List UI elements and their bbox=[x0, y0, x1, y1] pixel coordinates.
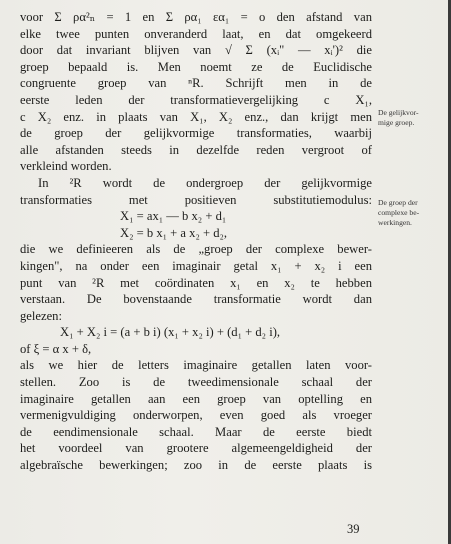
margin-note-complex-group bbox=[378, 198, 448, 228]
text-line-22: als we hier de letters imaginaire getallen laten voor- bbox=[20, 358, 372, 373]
body-text bbox=[20, 9, 372, 474]
page-number: 39 bbox=[347, 522, 360, 536]
text-line-4: groep bepaald is. Men noemt ze de Euclidische bbox=[20, 59, 372, 74]
text-line-5: congruente groep van ⁿR. Schrijft men in de bbox=[20, 76, 372, 91]
text-line-12: transformaties met positieven substitutiemodulus: bbox=[20, 192, 372, 207]
text-line-3: door dat invariant blijven van √ Σ (xᵢ" — xᵢ')² die bbox=[20, 43, 372, 58]
text-line-1: voor Σ ρα²ₙ = 1 en Σ ρα₁ εα₁ = o den afstand van bbox=[20, 10, 372, 24]
text-line-17: punt van ²R met coördinaten x₁ en x₂ te hebben bbox=[20, 275, 372, 290]
equation-line-2: X₂ = b x₁ + a x₂ + d₂, bbox=[120, 225, 228, 240]
text-line-18: verstaan. De bovenstaande transformatie wordt dan bbox=[20, 292, 372, 307]
text-line-16: kingen", na onder een imaginair getal x₁ + x₂ i een bbox=[20, 258, 372, 273]
margin-note-line: complexe be- bbox=[378, 208, 420, 217]
text-line-15: die we definieeren als de „groep der complexe bewer- bbox=[20, 242, 372, 257]
text-line-27: het voordeel van grootere algemeengeldigheid der bbox=[20, 441, 372, 456]
margin-note-line: De groep der bbox=[378, 198, 418, 207]
margin-note-similar-group bbox=[378, 108, 448, 128]
text-line-25: vermenigvuldiging onderworpen, even goed als vroeger bbox=[20, 408, 372, 423]
text-line-24: imaginaire getallen aan een groep van optelling en bbox=[20, 391, 372, 406]
text-line-26: de eendimensionale schaal. Maar de eerste biedt bbox=[20, 424, 372, 439]
text-line-23: stellen. Zoo is de tweedimensionale schaal der bbox=[20, 375, 372, 390]
text-line-7: c X₂ enz. in plaats van X₁, X₂ enz., dan krijgt men bbox=[20, 109, 372, 124]
margin-note-line: mige groep. bbox=[378, 118, 415, 127]
text-line-8: de groep der gelijkvormige transformaties, waarbij bbox=[20, 126, 372, 141]
text-line-11: In ²R wordt de ondergroep der gelijkvormige bbox=[38, 175, 372, 190]
text-line-6: eerste leden der transformatievergelijking c X₁, bbox=[20, 92, 372, 107]
margin-note-line: De gelijkvor- bbox=[378, 108, 419, 117]
text-line-2: elke twee punten onveranderd laat, en dat omgekeerd bbox=[20, 26, 372, 41]
text-line-9: alle afstanden steeds in dezelfde reden vergroot of bbox=[20, 142, 372, 157]
text-line-19: gelezen: bbox=[20, 308, 62, 323]
text-line-10: verkleind worden. bbox=[20, 159, 112, 174]
equation-line-1: X₁ = ax₁ — b x₂ + d₁ bbox=[120, 209, 227, 224]
margin-note-line: werkingen. bbox=[378, 218, 412, 227]
equation-line-4: of ξ = α x + δ, bbox=[20, 341, 92, 356]
equation-line-3: X₁ + X₂ i = (a + b i) (x₁ + x₂ i) + (d₁ + d₂ i), bbox=[60, 325, 281, 340]
text-line-28: algebraïsche bewerkingen; zoo in de eerste plaats is bbox=[20, 458, 372, 473]
